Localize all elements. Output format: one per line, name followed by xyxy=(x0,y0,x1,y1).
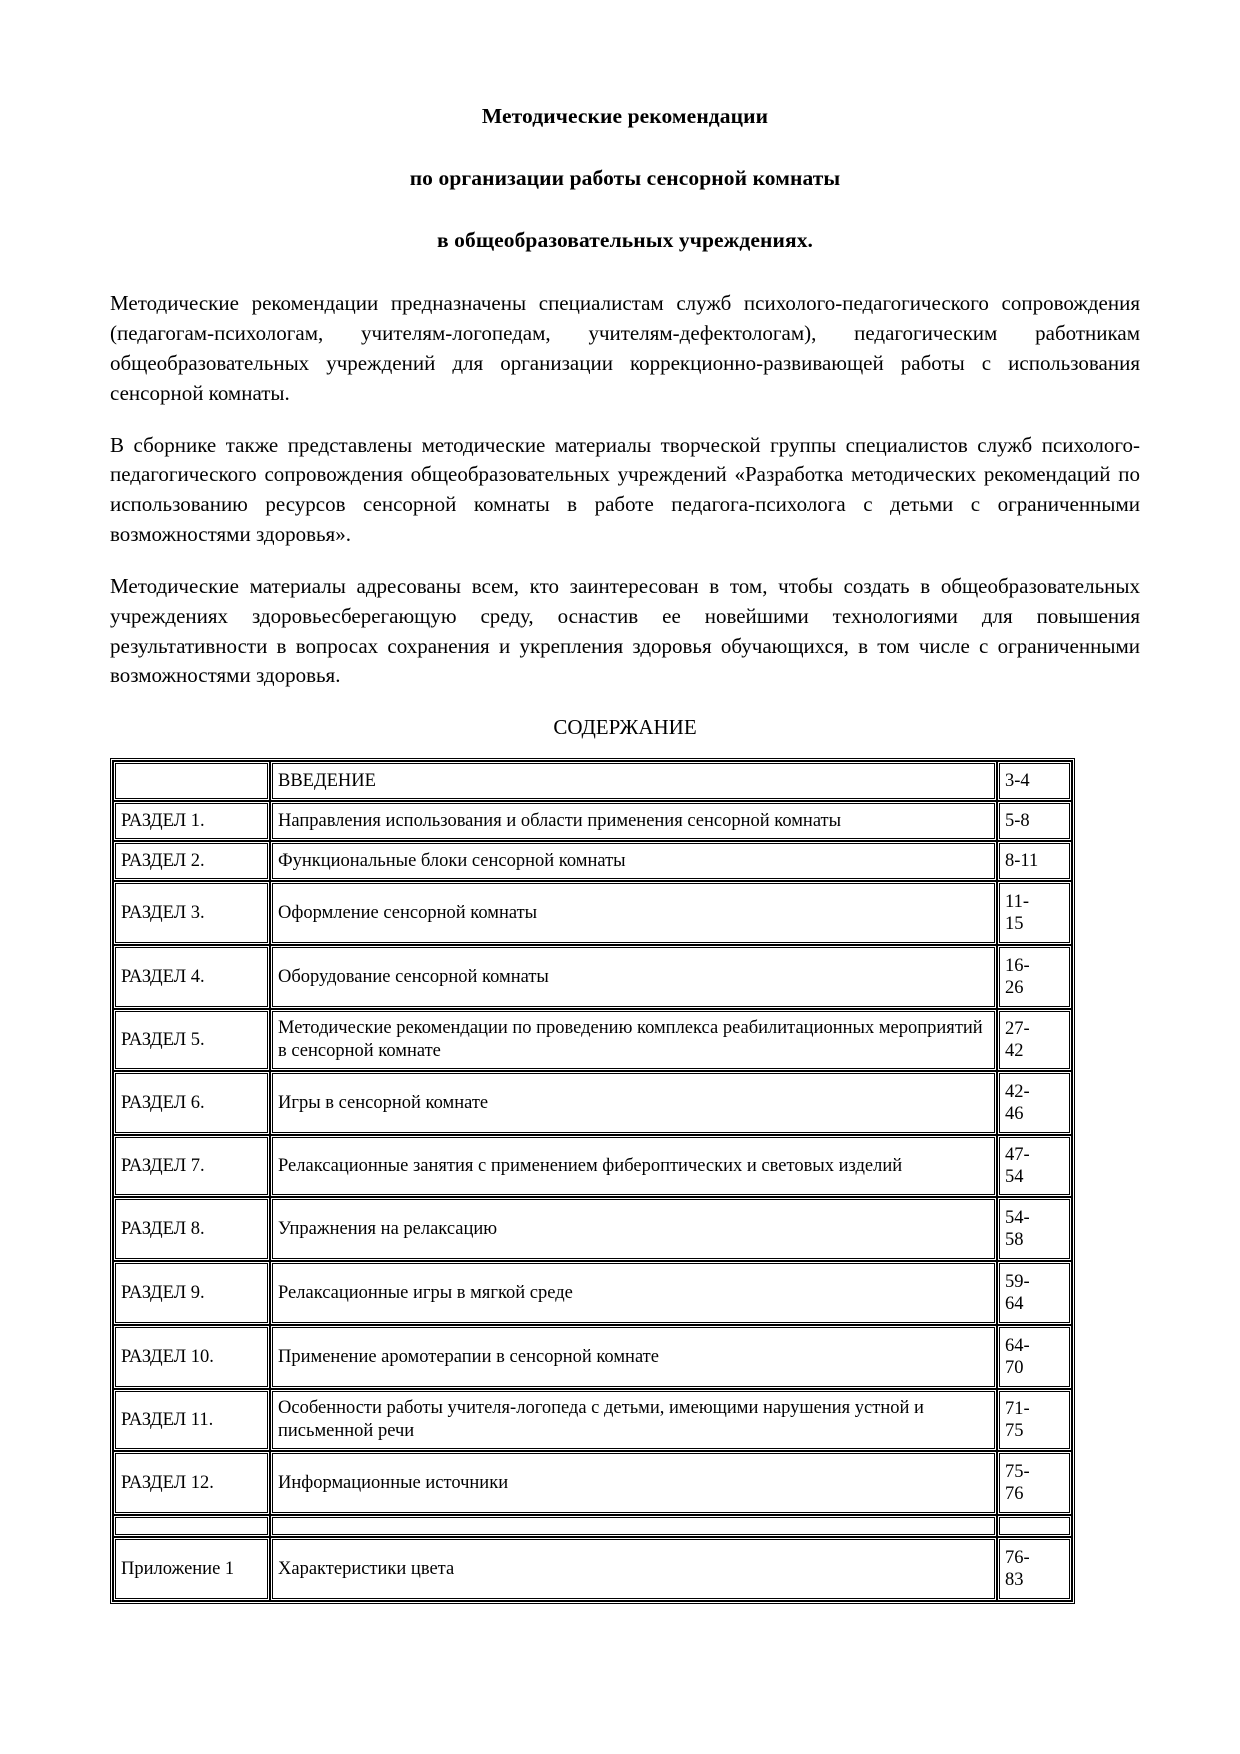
table-row xyxy=(113,881,1072,945)
row-title: Оформление сенсорной комнаты xyxy=(270,881,997,945)
table-row xyxy=(113,945,1072,1009)
row-page-part-2: 64 xyxy=(1005,1294,1024,1315)
table-row-spacer xyxy=(113,1515,1072,1537)
row-page-part-2: 76 xyxy=(1005,1484,1024,1505)
row-page: 5-8 xyxy=(997,801,1072,841)
row-page-part-2: 42 xyxy=(1005,1041,1024,1062)
row-section: РАЗДЕЛ 7. xyxy=(113,1135,270,1197)
intro-paragraph-1: Методические рекомендации предназначены специалистам служб психолого-педагогического сопровождения (педагогам-психологам, учителям-логопедам, учителям-дефектологам), педагогическим работникам общеобразовательных учреждений для организации коррекционно-развивающей работы с использования сенсорной комнаты. xyxy=(110,291,1140,405)
row-page-part-1: 27- xyxy=(1005,1018,1030,1039)
title-line-2: по организации работы сенсорной комнаты xyxy=(409,165,841,190)
row-title: Функциональные блоки сенсорной комнаты xyxy=(270,841,997,881)
row-page xyxy=(997,881,1072,945)
row-page-part-1: 64- xyxy=(1005,1335,1030,1356)
row-page xyxy=(997,1197,1072,1261)
row-title: ВВЕДЕНИЕ xyxy=(270,761,997,801)
table-row xyxy=(113,761,1072,801)
row-page xyxy=(997,1135,1072,1197)
table-row xyxy=(113,1071,1072,1135)
intro-paragraph-3: Методические материалы адресованы всем, кто заинтересован в том, чтобы создать в общеобразовательных учреждениях здоровьесберегающую среду, оснастив ее новейшими технологиями для повышения результативности в вопросах сохранения и укрепления здоровья обучающихся, в том числе с ограниченными возможностями здоровья. xyxy=(110,573,1140,688)
row-page-part-2: 54 xyxy=(1005,1167,1024,1188)
table-row xyxy=(113,1197,1072,1261)
table-of-contents xyxy=(110,758,1075,1604)
row-page xyxy=(997,1009,1072,1071)
row-section: РАЗДЕЛ 12. xyxy=(113,1451,270,1515)
row-title: Применение аромотерапии в сенсорной комнате xyxy=(270,1325,997,1389)
title-line-1: Методические рекомендации xyxy=(481,104,769,128)
table-row xyxy=(113,1389,1072,1451)
table-row xyxy=(113,1325,1072,1389)
row-section: Приложение 1 xyxy=(113,1537,270,1601)
row-title: Релаксационные занятия с применением фибероптических и световых изделий xyxy=(270,1135,997,1197)
row-title: Направления использования и области применения сенсорной комнаты xyxy=(270,801,997,841)
row-section xyxy=(113,1515,270,1537)
row-page-part-1: 47- xyxy=(1005,1144,1030,1165)
table-row xyxy=(113,1009,1072,1071)
row-title: Релаксационные игры в мягкой среде xyxy=(270,1261,997,1325)
row-page-part-2: 70 xyxy=(1005,1358,1024,1379)
row-section: РАЗДЕЛ 8. xyxy=(113,1197,270,1261)
table-row xyxy=(113,1451,1072,1515)
row-section: РАЗДЕЛ 10. xyxy=(113,1325,270,1389)
row-section: РАЗДЕЛ 9. xyxy=(113,1261,270,1325)
row-title: Информационные источники xyxy=(270,1451,997,1515)
document-title-block xyxy=(110,104,1140,253)
row-page-part-2: 26 xyxy=(1005,978,1024,999)
row-title: Оборудование сенсорной комнаты xyxy=(270,945,997,1009)
table-row xyxy=(113,841,1072,881)
row-page xyxy=(997,1325,1072,1389)
row-page-part-1: 75- xyxy=(1005,1461,1030,1482)
table-row xyxy=(113,1537,1072,1601)
row-section xyxy=(113,761,270,801)
row-section: РАЗДЕЛ 5. xyxy=(113,1009,270,1071)
row-page-part-2: 58 xyxy=(1005,1230,1024,1251)
row-title: Упражнения на релаксацию xyxy=(270,1197,997,1261)
row-page xyxy=(997,1071,1072,1135)
row-page-part-2: 15 xyxy=(1005,914,1024,935)
table-row xyxy=(113,1261,1072,1325)
table-row xyxy=(113,801,1072,841)
row-section: РАЗДЕЛ 2. xyxy=(113,841,270,881)
row-title: Игры в сенсорной комнате xyxy=(270,1071,997,1135)
row-page xyxy=(997,1389,1072,1451)
row-title: Характеристики цвета xyxy=(270,1537,997,1601)
row-page: 8-11 xyxy=(997,841,1072,881)
row-page-part-1: 71- xyxy=(1005,1398,1030,1419)
row-page-part-2: 75 xyxy=(1005,1421,1024,1442)
title-line-3: в общеобразовательных учреждениях. xyxy=(436,227,814,252)
row-section: РАЗДЕЛ 4. xyxy=(113,945,270,1009)
row-page xyxy=(997,1261,1072,1325)
row-section: РАЗДЕЛ 3. xyxy=(113,881,270,945)
row-page xyxy=(997,1515,1072,1537)
table-row xyxy=(113,1135,1072,1197)
row-page xyxy=(997,1537,1072,1601)
row-section: РАЗДЕЛ 1. xyxy=(113,801,270,841)
toc-heading: СОДЕРЖАНИЕ xyxy=(553,715,697,740)
row-page-part-1: 11- xyxy=(1005,891,1029,912)
row-page-part-1: 54- xyxy=(1005,1207,1030,1228)
row-page: 3-4 xyxy=(997,761,1072,801)
toc-body xyxy=(113,761,1072,1601)
intro-paragraph-2: В сборнике также представлены методические материалы творческой группы специалистов служб психолого-педагогического сопровождения общеобразовательных учреждений «Разработка методических рекомендаций по использованию ресурсов сенсорной комнаты в работе педагога-психолога с детьми с ограниченными возможностями здоровья». xyxy=(110,432,1140,547)
row-page xyxy=(997,945,1072,1009)
row-page-part-2: 46 xyxy=(1005,1104,1024,1125)
row-page xyxy=(997,1451,1072,1515)
row-title: Методические рекомендации по проведению комплекса реабилитационных мероприятий в сенсорной комнате xyxy=(270,1009,997,1071)
row-section: РАЗДЕЛ 11. xyxy=(113,1389,270,1451)
row-page-part-1: 59- xyxy=(1005,1271,1030,1292)
row-title: Особенности работы учителя-логопеда с детьми, имеющими нарушения устной и письменной речи xyxy=(270,1389,997,1451)
row-section: РАЗДЕЛ 6. xyxy=(113,1071,270,1135)
row-page-part-1: 16- xyxy=(1005,955,1030,976)
row-page-part-2: 83 xyxy=(1005,1570,1024,1591)
row-title xyxy=(270,1515,997,1537)
row-page-part-1: 76- xyxy=(1005,1547,1030,1568)
row-page-part-1: 42- xyxy=(1005,1081,1030,1102)
